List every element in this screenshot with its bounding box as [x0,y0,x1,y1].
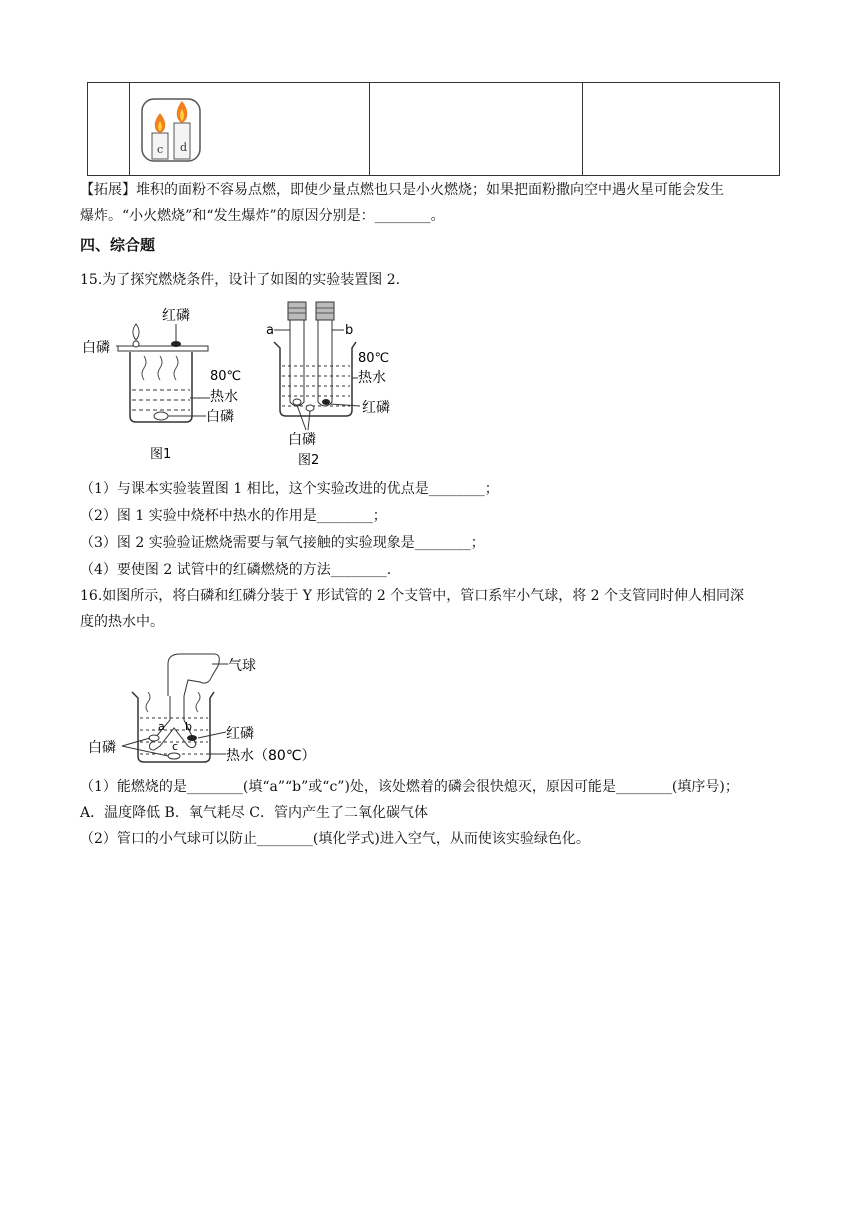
fig1-temp: 80℃ [210,369,242,384]
q15-sub1: （1）与课本实验装置图 1 相比，这个实验改进的优点是________； [80,481,499,497]
fig1-water: 热水 [210,389,238,405]
q16-label-c: c [172,740,179,753]
q16-red-label: 红磷 [226,726,254,742]
fig2-temp: 80℃ [358,351,390,366]
extension-line-1: 【拓展】堆积的面粉不容易点燃，即使少量点燃也只是小火燃烧；如果把面粉撒向空中遇火星可能会发生 [80,182,724,198]
q16-balloon-label: 气球 [228,658,256,674]
table-cell-empty-2 [583,83,780,176]
q16-sub1: （1）能燃烧的是________(填“a”“b”或“c”)处，该处燃着的磷会很快熄灭，原因可能是________(填序号)； [80,779,739,795]
fig2-label-b: b [345,323,354,338]
fig1-caption: 图1 [150,447,172,462]
extension-line-2: 爆炸。“小火燃烧”和“发生爆炸”的原因分别是：________。 [80,208,445,224]
experiment-table [87,82,780,176]
fig1-top-label: 红磷 [162,308,190,324]
q16-label-b: b [185,720,192,733]
section-title: 四、综合题 [80,236,156,254]
candle-label-d: d [180,141,188,154]
q16-water-label: 热水（80℃） [226,748,316,764]
fig2-white-label: 白磷 [288,432,316,448]
q15-stem: 15.为了探究燃烧条件，设计了如图的实验装置图 2. [80,272,401,288]
q16-stem-line-2: 度的热水中。 [80,614,164,630]
q15-sub2: （2）图 1 实验中烧杯中热水的作用是________； [80,508,387,524]
table-cell-figure [130,83,370,176]
table-cell-empty-1 [370,83,583,176]
q16-white-label: 白磷 [88,740,116,756]
fig1-left-label: 白磷 [82,340,110,356]
figure-2 [266,298,406,474]
fig2-label-a: a [266,323,274,338]
candle-label-c: c [157,143,164,156]
fig1-bottom-label: 白磷 [206,409,234,425]
fig2-red-label: 红磷 [362,400,390,416]
q15-sub3: （3）图 2 实验验证燃烧需要与氧气接触的实验现象是________； [80,535,485,551]
q16-options: A．温度降低 B．氧气耗尽 C．管内产生了二氧化碳气体 [80,805,429,821]
figure-q16 [88,646,318,774]
q16-sub2: （2）管口的小气球可以防止________(填化学式)进入空气，从而使该实验绿色化。 [80,831,590,847]
q15-sub4: （4）要使图 2 试管中的红磷燃烧的方法________. [80,562,392,578]
table-cell-index [88,83,130,176]
q16-label-a: a [158,720,165,733]
fig2-water: 热水 [358,370,386,386]
figure-1 [82,300,262,474]
q16-stem-line-1: 16.如图所示，将白磷和红磷分装于 Y 形试管的 2 个支管中，管口系牢小气球，将 2 个支管同时伸人相同深 [80,588,745,604]
fig2-caption: 图2 [298,453,320,468]
candles-figure [138,93,208,165]
